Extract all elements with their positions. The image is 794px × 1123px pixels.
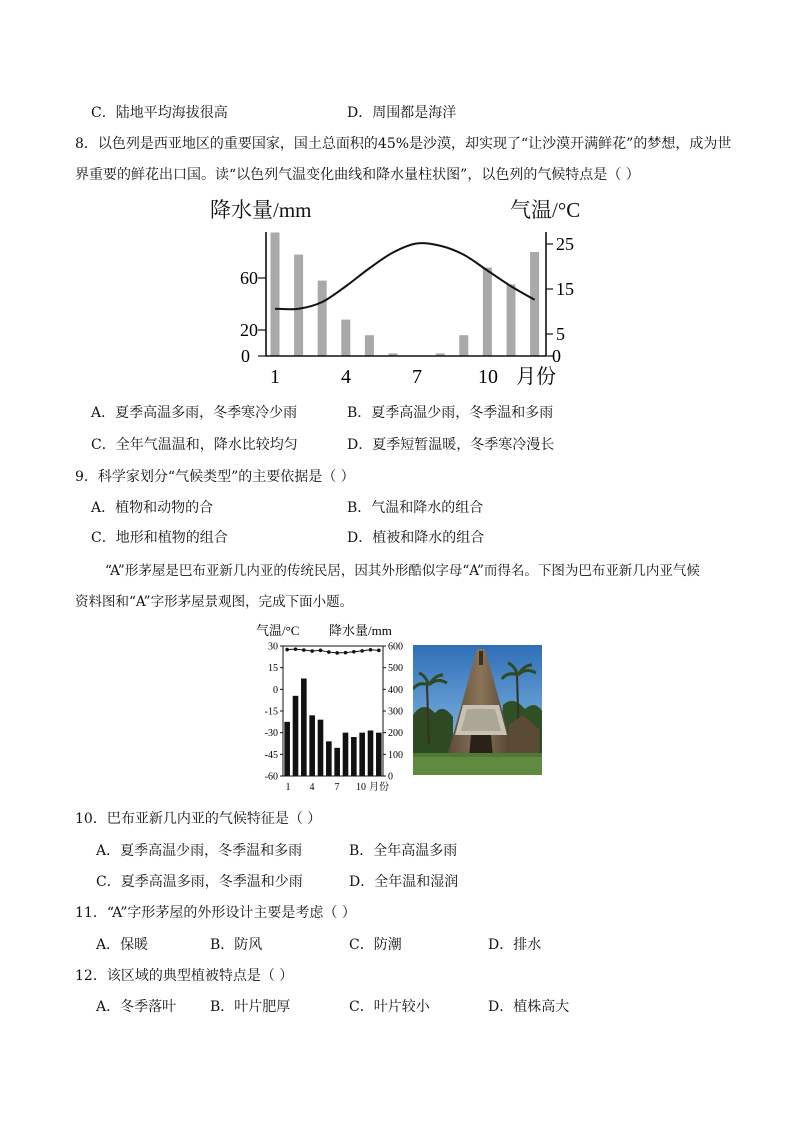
q12-option-d: D．植株高大 — [488, 999, 570, 1015]
chart2-precip-bar-1 — [284, 722, 290, 776]
chart2-temp-point-6 — [327, 650, 331, 654]
q11-option-b: B．防风 — [210, 937, 263, 953]
chart1-precip-bar-11 — [507, 285, 516, 357]
chart1-right-tick-5: 5 — [556, 324, 565, 344]
chart2-temp-point-10 — [360, 649, 364, 653]
chart1-left-tick-60: 60 — [240, 268, 258, 288]
q11-stem: 11．“A”字形茅屋的外形设计主要是考虑（ ） — [75, 905, 356, 921]
q11-option-a: A．保暖 — [96, 937, 149, 953]
chart2-temp-point-7 — [335, 651, 339, 655]
chart2-precip-bar-7 — [334, 748, 340, 776]
chart1-precip-bar-5 — [365, 335, 374, 356]
chart2-precip-bar-12 — [376, 733, 382, 776]
chart1-x-tick-4: 4 — [341, 366, 351, 388]
chart2-right-tick: 100 — [388, 749, 403, 761]
chart2-right-tick: 0 — [388, 771, 393, 783]
q12-stem: 12．该区域的典型植被特点是（ ） — [75, 968, 294, 984]
chart1-left-tick-0: 0 — [241, 346, 250, 366]
chart2-precip-bar-8 — [343, 733, 349, 776]
chart1-precip-bar-2 — [294, 255, 303, 356]
q9-stem: 9．科学家划分“气候类型”的主要依据是（ ） — [75, 469, 355, 485]
chart2-left-tick: 30 — [268, 641, 278, 653]
chart1-x-tick-10: 10 — [478, 366, 498, 388]
chart2-x-unit: 月份 — [369, 782, 389, 793]
chart2-precip-bar-6 — [326, 741, 332, 776]
q11-option-d: D．排水 — [488, 937, 542, 953]
chart1-temperature-curve — [275, 243, 535, 309]
q7-option-c: C．陆地平均海拔很高 — [91, 105, 228, 121]
chart2-precip-bar-10 — [359, 733, 365, 776]
chart1-left-tick-20: 20 — [240, 320, 258, 340]
chart2-precip-bar-2 — [293, 696, 299, 776]
chart1-x-tick-7: 7 — [412, 366, 422, 388]
a-frame-hut-photo — [413, 645, 542, 775]
q9-option-b: B．气温和降水的组合 — [347, 500, 484, 516]
q10-option-b: B．全年高温多雨 — [349, 843, 458, 859]
chart2-left-tick: -30 — [264, 728, 278, 740]
chart2-temp-point-11 — [369, 648, 373, 652]
q8-stem-line2: 界重要的鲜花出口国。读“以色列气温变化曲线和降水量柱状图”，以色列的气候特点是（ ） — [75, 167, 640, 183]
chart1-right-tick-0: 0 — [552, 346, 561, 366]
q8-option-b: B．夏季高温少雨，冬季温和多雨 — [347, 405, 554, 421]
q8-option-d: D．夏季短暂温暖，冬季寒冷漫长 — [347, 437, 555, 453]
chart1-left-axis-title: 降水量/mm — [210, 198, 312, 222]
chart1-right-tick-25: 25 — [556, 234, 574, 254]
chart2-temp-point-5 — [319, 649, 323, 653]
chart1-precip-bar-4 — [341, 320, 350, 356]
chart1-precip-bar-10 — [483, 268, 492, 356]
chart1-x-tick-1: 1 — [270, 366, 280, 388]
chart1-precip-bar-12 — [530, 252, 539, 356]
q12-option-c: C．叶片较小 — [349, 999, 430, 1015]
chart2-precip-bar-3 — [301, 679, 307, 777]
chart2-left-tick: 0 — [273, 684, 278, 696]
chart2-temp-point-9 — [352, 650, 356, 654]
chart2-right-axis-title: 降水量/mm — [329, 623, 392, 638]
q8-option-c: C．全年气温温和，降水比较均匀 — [91, 437, 298, 453]
chart2-x-tick-10: 10 — [356, 782, 366, 793]
chart1-precip-bar-1 — [271, 233, 280, 357]
chart2-temperature-line — [287, 649, 379, 653]
q12-option-a: A．冬季落叶 — [96, 999, 177, 1015]
chart2-right-tick: 400 — [388, 684, 403, 696]
chart2-temp-point-12 — [377, 649, 381, 653]
chart2-temp-point-2 — [294, 647, 298, 651]
chart2-x-tick-7: 7 — [334, 782, 340, 793]
chart2-left-tick: 15 — [268, 663, 278, 675]
q10-option-a: A．夏季高温少雨，冬季温和多雨 — [96, 843, 303, 859]
chart2-x-tick-4: 4 — [309, 782, 315, 793]
q10-stem: 10．巴布亚新几内亚的气候特征是（ ） — [75, 811, 322, 827]
intro-line2: 资料图和“A”字形茅屋景观图，完成下面小题。 — [75, 594, 354, 610]
chart2-x-tick-1: 1 — [285, 782, 291, 793]
q9-option-a: A．植物和动物的合 — [91, 500, 214, 516]
chart1-right-axis-title: 气温/°C — [510, 198, 581, 222]
chart1-x-unit: 月份 — [516, 366, 556, 388]
chart2-left-tick: -60 — [264, 771, 278, 783]
chart2-right-tick: 300 — [388, 706, 403, 718]
q9-option-c: C．地形和植物的组合 — [91, 530, 228, 546]
chart2-temp-point-3 — [302, 648, 306, 652]
chart2-right-tick: 200 — [388, 728, 403, 740]
chart2-precip-bar-9 — [351, 737, 357, 776]
chart2-left-tick: -15 — [264, 706, 278, 718]
chart2-temp-point-1 — [285, 648, 289, 652]
chart2-precip-bar-5 — [318, 720, 324, 776]
q7-option-d: D．周围都是海洋 — [347, 105, 457, 121]
q10-option-d: D．全年温和湿润 — [349, 874, 459, 890]
png-climate-chart — [250, 620, 410, 798]
chart2-left-tick: -45 — [264, 749, 278, 761]
q8-option-a: A．夏季高温多雨，冬季寒冷少雨 — [91, 405, 298, 421]
chart1-precip-bar-3 — [318, 281, 327, 356]
q12-option-b: B．叶片肥厚 — [210, 999, 291, 1015]
chart1-right-tick-15: 15 — [556, 279, 574, 299]
chart1-precip-bar-9 — [459, 335, 468, 356]
chart2-temp-point-4 — [310, 649, 314, 653]
israel-climate-chart — [200, 192, 590, 392]
chart2-precip-bar-11 — [368, 731, 374, 777]
chart2-precip-bar-4 — [309, 715, 315, 776]
chart2-right-tick: 600 — [388, 641, 403, 653]
chart2-left-axis-title: 气温/°C — [256, 623, 300, 638]
q8-stem-line1: 8．以色列是西亚地区的重要国家，国土总面积的45%是沙漠，却实现了“让沙漠开满鲜花”的梦想，成为世 — [75, 136, 732, 152]
q10-option-c: C．夏季高温多雨，冬季温和少雨 — [96, 874, 303, 890]
q11-option-c: C．防潮 — [349, 937, 402, 953]
intro-line1: “A”形茅屋是巴布亚新几内亚的传统民居，因其外形酷似字母“A”而得名。下图为巴布亚新几内亚气候 — [105, 563, 700, 579]
chart2-temp-point-8 — [344, 651, 348, 655]
q9-option-d: D．植被和降水的组合 — [347, 530, 485, 546]
chart2-right-tick: 500 — [388, 663, 403, 675]
